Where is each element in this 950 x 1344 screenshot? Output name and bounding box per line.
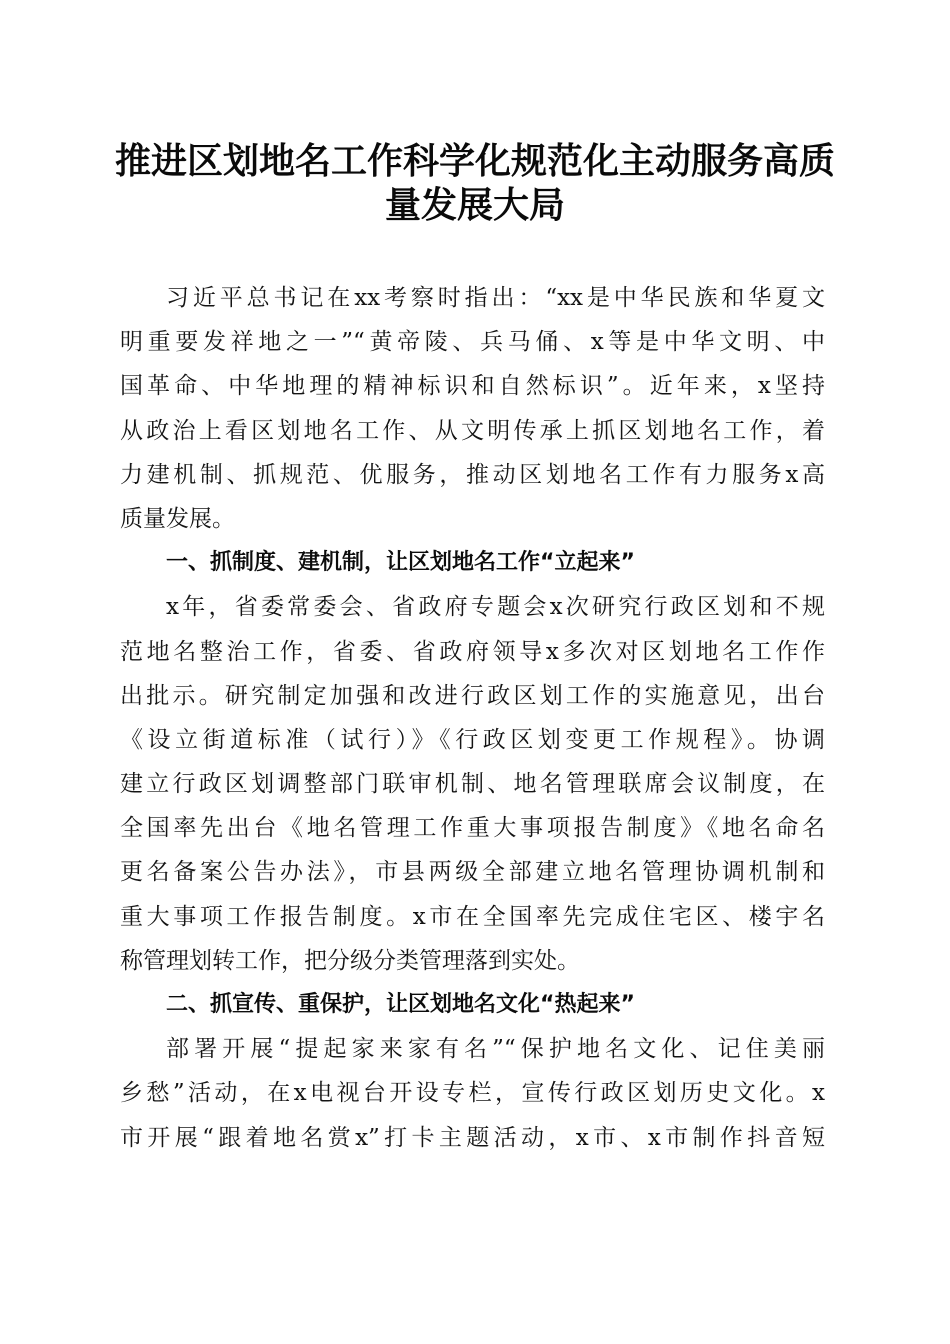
document-body (120, 276, 825, 1160)
paragraph-2-line: 称管理划转工作，把分级分类管理落到实处。 (120, 947, 580, 974)
paragraph-2-line: 更名备案公告办法》，市县两级全部建立地名管理协调机制和 (120, 859, 825, 886)
paragraph-3-line: 市开展“跟着地名赏x”打卡主题活动，x市、x市制作抖音短 (120, 1124, 825, 1151)
paragraph-3-line: 部署开展“提起家来家有名”“保护地名文化、记住美丽 (166, 1036, 825, 1063)
paragraph-3-line: 乡愁”活动，在x电视台开设专栏，宣传行政区划历史文化。x (120, 1080, 825, 1107)
document-title-line-2: 量发展大局 (384, 184, 565, 226)
paragraph-2-line: 重大事项工作报告制度。x市在全国率先完成住宅区、楼宇名 (120, 903, 825, 930)
document-title-line-1: 推进区划地名工作科学化规范化主动服务高质 (114, 140, 835, 182)
paragraph-1-line: 从政治上看区划地名工作、从文明传承上抓区划地名工作，着 (120, 417, 825, 444)
paragraph-2-line: 建立行政区划调整部门联审机制、地名管理联席会议制度，在 (120, 771, 825, 798)
section-heading-1: 一、抓制度、建机制，让区划地名工作“立起来” (166, 550, 635, 576)
paragraph-1-line: 明重要发祥地之一”“黄帝陵、兵马俑、x等是中华文明、中 (120, 329, 825, 356)
paragraph-1-line: 质量发展。 (120, 505, 235, 532)
paragraph-2-line: 范地名整治工作，省委、省政府领导x多次对区划地名工作作 (120, 638, 825, 665)
paragraph-2-line: x年，省委常委会、省政府专题会x次研究行政区划和不规 (166, 594, 825, 621)
paragraph-2-line: 全国率先出台《地名管理工作重大事项报告制度》《地名命名 (120, 815, 825, 842)
paragraph-2-line: 《设立街道标准（试行）》《行政区划变更工作规程》。协调 (120, 726, 825, 753)
section-heading-2: 二、抓宣传、重保护，让区划地名文化“热起来” (166, 992, 635, 1017)
paragraph-2-line: 出批示。研究制定加强和改进行政区划工作的实施意见，出台 (120, 682, 825, 709)
paragraph-1-line: 国革命、中华地理的精神标识和自然标识”。近年来，x坚持 (120, 373, 825, 400)
paragraph-1-line: 习近平总书记在xx考察时指出：“xx是中华民族和华夏文 (166, 285, 825, 311)
paragraph-1-line: 力建机制、抓规范、优服务，推动区划地名工作有力服务x高 (120, 461, 825, 488)
